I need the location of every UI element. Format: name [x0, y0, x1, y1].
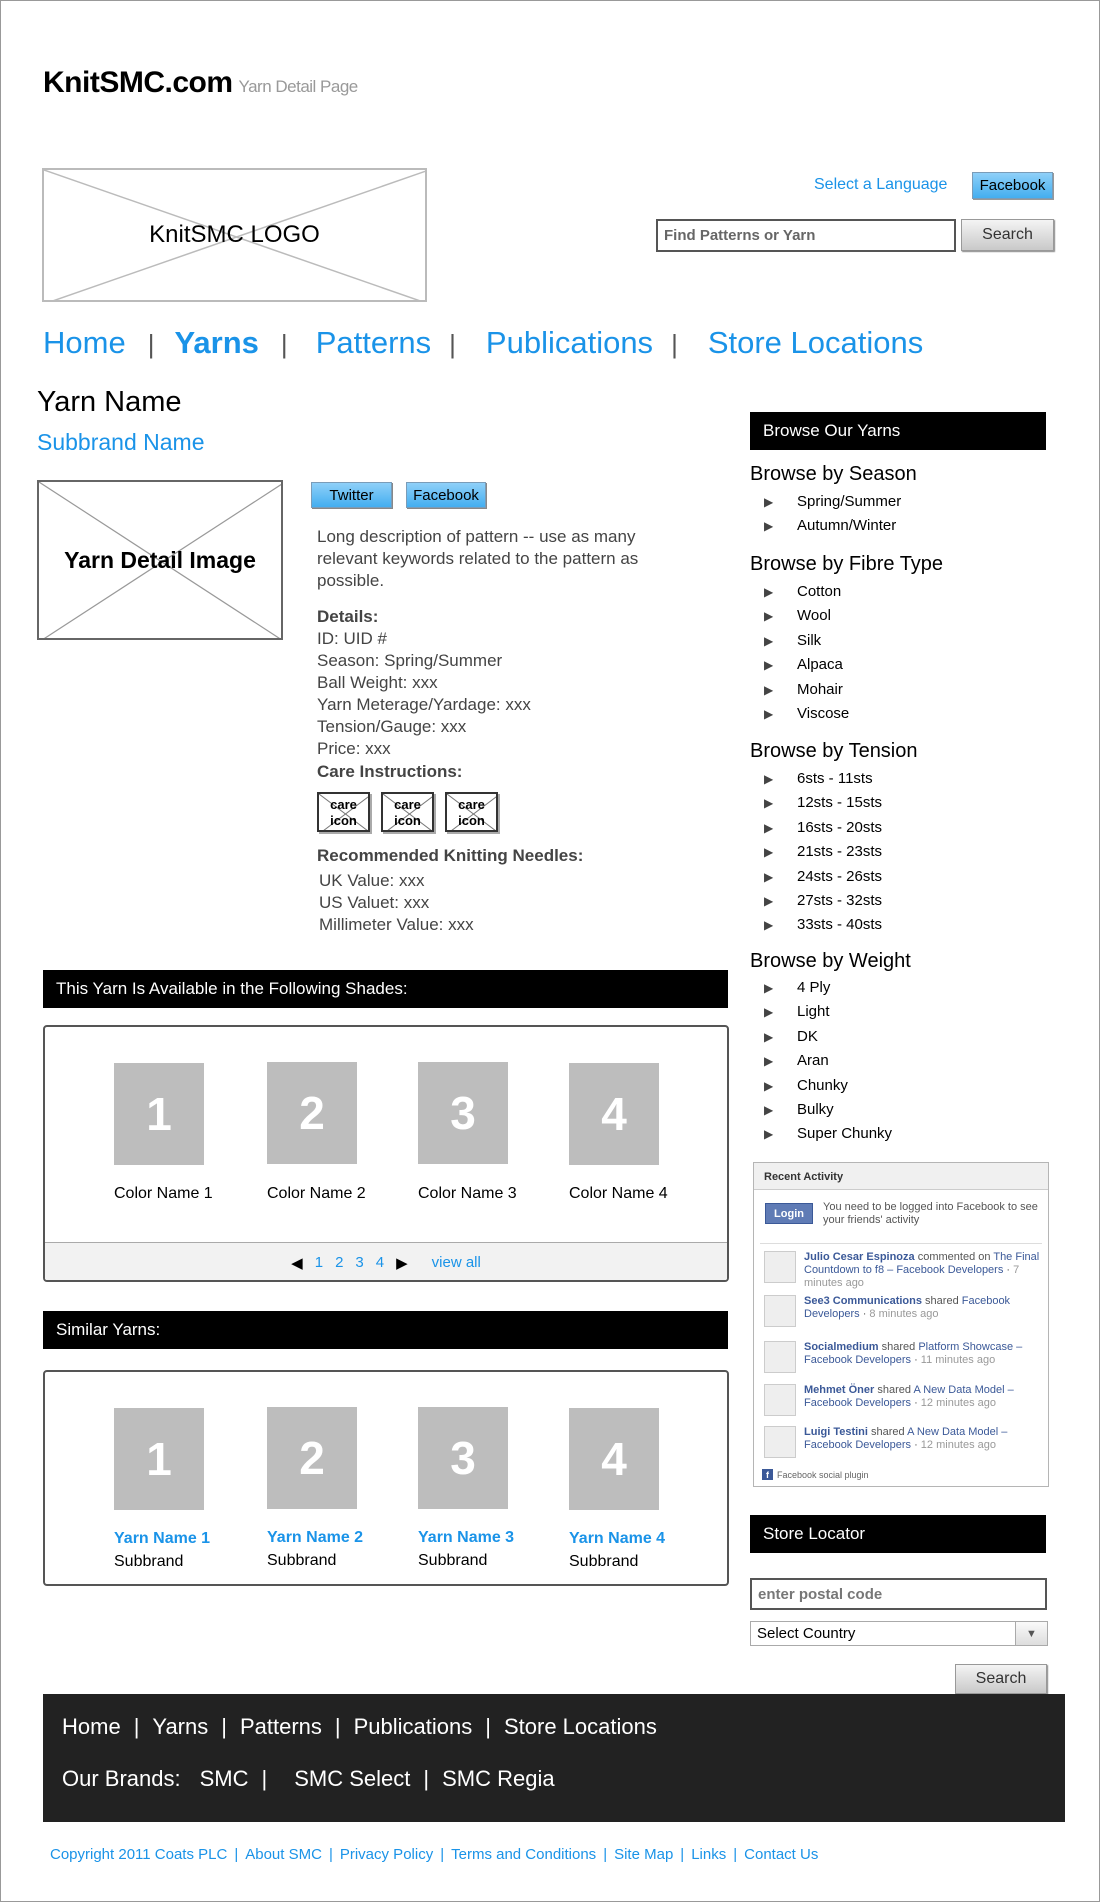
activity-user-link[interactable]: Luigi Testini	[804, 1426, 868, 1438]
activity-user-link[interactable]: See3 Communications	[804, 1295, 922, 1307]
detail-id: ID: UID #	[317, 629, 387, 648]
browse-item-label: Silk	[797, 632, 822, 649]
triangle-right-icon: ▶	[764, 494, 774, 509]
facebook-share-button[interactable]: Facebook	[406, 482, 486, 508]
facebook-button[interactable]: Facebook	[972, 172, 1053, 199]
browse-item-label: Alpaca	[797, 656, 843, 673]
shade-name: Color Name 3	[418, 1185, 517, 1202]
postal-code-input[interactable]	[750, 1578, 1047, 1610]
activity-time: 7 minutes ago	[804, 1264, 1020, 1289]
page-link[interactable]: 4	[375, 1254, 385, 1271]
social-plugin-footer	[762, 1469, 869, 1480]
browse-item[interactable]	[764, 979, 830, 996]
browse-item[interactable]	[764, 632, 821, 649]
copyright-link[interactable]: Copyright 2011 Coats PLC	[50, 1846, 228, 1863]
shades-panel	[43, 1025, 729, 1282]
avatar[interactable]	[764, 1295, 796, 1327]
browse-item[interactable]	[764, 607, 831, 624]
browse-item-label: 4 Ply	[797, 979, 831, 996]
needles-list	[319, 870, 474, 936]
browse-item[interactable]	[764, 517, 896, 534]
activity-text: Socialmedium shared Platform Showcase – Facebook Developers · 11 minutes ago	[804, 1341, 1023, 1366]
footer	[43, 1694, 1065, 1822]
store-search-button[interactable]: Search	[955, 1664, 1047, 1694]
browse-item[interactable]	[764, 843, 882, 860]
care-icon-label: care icon	[330, 797, 357, 828]
browse-item-label: Spring/Summer	[797, 493, 902, 510]
browse-item[interactable]	[764, 892, 882, 909]
browse-item[interactable]	[764, 916, 882, 933]
select-language-link[interactable]: Select a Language	[814, 176, 948, 193]
link-separator: |	[603, 1846, 608, 1863]
brand-link-smc-select[interactable]: SMC Select	[294, 1766, 411, 1791]
contact-link[interactable]: Contact Us	[744, 1846, 819, 1863]
facebook-login-button[interactable]: Login	[765, 1203, 813, 1224]
browse-item[interactable]	[764, 681, 843, 698]
widget-title: Recent Activity	[754, 1163, 1048, 1190]
social-plugin-label: Facebook social plugin	[777, 1469, 869, 1480]
browse-item[interactable]	[764, 583, 841, 600]
triangle-right-icon: ▶	[764, 1004, 774, 1019]
triangle-right-icon: ▶	[764, 820, 774, 835]
link-separator: |	[680, 1846, 685, 1863]
details-label: Details:	[317, 607, 379, 626]
shade-swatch[interactable]: 3	[418, 1062, 508, 1164]
browse-item[interactable]	[764, 1101, 834, 1118]
similar-yarn-subbrand: Subbrand	[267, 1552, 337, 1569]
similar-yarn-subbrand: Subbrand	[418, 1552, 488, 1569]
browse-item-label: Mohair	[797, 681, 843, 698]
similar-yarns-heading: Similar Yarns:	[43, 1311, 728, 1349]
browse-item-label: 24sts - 26sts	[797, 868, 883, 885]
activity-item	[764, 1426, 1046, 1458]
footer-link-home[interactable]: Home	[62, 1714, 121, 1739]
image-label: Yarn Detail Image	[64, 546, 256, 573]
care-icon-label: care icon	[458, 797, 485, 828]
avatar[interactable]	[764, 1384, 796, 1416]
triangle-right-icon: ▶	[764, 1102, 774, 1117]
shade-name: Color Name 1	[114, 1185, 213, 1202]
link-separator: |	[328, 1846, 333, 1863]
footer-separator: |	[485, 1714, 491, 1739]
browse-item-label: Chunky	[797, 1077, 848, 1094]
similar-yarn-thumbnail[interactable]: 2	[267, 1407, 357, 1509]
nav-separator: |	[147, 329, 155, 359]
subbrand-link[interactable]: Subbrand Name	[37, 429, 205, 455]
footer-separator: |	[334, 1714, 341, 1739]
footer-separator: |	[423, 1766, 430, 1791]
about-link[interactable]: About SMC	[245, 1846, 322, 1863]
browse-yarns-heading: Browse Our Yarns	[750, 412, 1046, 450]
care-instructions-label: Care Instructions:	[317, 762, 463, 781]
links-link[interactable]: Links	[691, 1846, 727, 1863]
twitter-share-button[interactable]: Twitter	[311, 482, 392, 508]
activity-action: commented on	[917, 1251, 991, 1263]
yarn-detail-image	[37, 480, 283, 640]
browse-item[interactable]	[764, 656, 843, 673]
brand-link-smc-regia[interactable]: SMC Regia	[442, 1766, 555, 1791]
care-icon-label: care icon	[394, 797, 421, 828]
browse-item-label: Light	[797, 1003, 830, 1020]
activity-user-link[interactable]: Julio Cesar Espinoza	[804, 1251, 915, 1263]
nav-home[interactable]: Home	[43, 325, 126, 360]
browse-item[interactable]	[764, 819, 882, 836]
needle-mm: Millimeter Value: xxx	[319, 915, 474, 934]
browse-item-label: 16sts - 20sts	[797, 819, 883, 836]
care-icon	[381, 792, 434, 832]
activity-text: See3 Communications shared Facebook Developers · 8 minutes ago	[804, 1295, 1011, 1320]
similar-yarn-link[interactable]: Yarn Name 3	[418, 1529, 515, 1546]
nav-separator: |	[449, 329, 456, 359]
browse-item[interactable]	[764, 868, 882, 885]
browse-item-label: 21sts - 23sts	[797, 843, 883, 860]
footer-brands	[62, 1766, 555, 1792]
main-nav	[43, 325, 923, 361]
nav-store-locations[interactable]: Store Locations	[707, 325, 924, 360]
activity-time: 8 minutes ago	[869, 1308, 939, 1320]
view-all-link[interactable]: view all	[431, 1254, 481, 1271]
details-list	[317, 606, 531, 760]
similar-yarn-link[interactable]: Yarn Name 1	[114, 1530, 211, 1547]
triangle-right-icon: ▶	[764, 1029, 774, 1044]
activity-target-link[interactable]: Platform Showcase – Facebook Developers	[804, 1341, 1023, 1366]
link-separator: |	[440, 1846, 445, 1863]
similar-yarn-link[interactable]: Yarn Name 2	[267, 1529, 364, 1546]
detail-ball-weight: Ball Weight: xxx	[317, 673, 438, 692]
detail-price: Price: xxx	[317, 739, 391, 758]
browse-item[interactable]	[764, 705, 849, 722]
page-link[interactable]: 1	[314, 1254, 324, 1271]
similar-yarn-subbrand: Subbrand	[569, 1553, 639, 1570]
activity-time: 12 minutes ago	[920, 1439, 997, 1451]
shade-name: Color Name 2	[267, 1185, 366, 1202]
needle-us: US Valuet: xxx	[319, 893, 430, 912]
browse-item[interactable]	[764, 1077, 848, 1094]
footer-link-store-locations[interactable]: Store Locations	[503, 1714, 657, 1739]
nav-separator: |	[671, 329, 678, 359]
triangle-right-icon: ▶	[764, 657, 774, 672]
browse-item-label: Aran	[797, 1052, 829, 1069]
footer-separator: |	[133, 1714, 140, 1739]
site-name: KnitSMC.com	[43, 66, 233, 99]
needle-uk: UK Value: xxx	[319, 871, 425, 890]
browse-section-title: Browse by Fibre Type	[750, 553, 944, 575]
browse-section-title: Browse by Tension	[750, 740, 918, 762]
footer-link-patterns[interactable]: Patterns	[239, 1714, 322, 1739]
similar-yarn-subbrand: Subbrand	[114, 1553, 184, 1570]
avatar[interactable]	[764, 1341, 796, 1373]
similar-yarn-thumbnail[interactable]: 3	[418, 1407, 508, 1509]
triangle-right-icon: ▶	[764, 608, 774, 623]
triangle-right-icon: ▶	[764, 1078, 774, 1093]
similar-yarn-thumbnail[interactable]: 4	[569, 1408, 659, 1510]
browse-item-label: Super Chunky	[797, 1125, 893, 1142]
shade-swatch[interactable]: 4	[569, 1063, 659, 1165]
activity-action: shared	[881, 1341, 916, 1353]
browse-item-label: 6sts - 11sts	[797, 770, 873, 787]
brands-label: Our Brands:	[62, 1766, 181, 1791]
activity-user-link[interactable]: Mehmet Öner	[804, 1384, 875, 1396]
footer-link-yarns[interactable]: Yarns	[152, 1714, 209, 1739]
care-icon	[445, 792, 498, 832]
browse-item[interactable]	[764, 493, 901, 510]
detail-meterage: Yarn Meterage/Yardage: xxx	[317, 695, 531, 714]
country-select[interactable]	[750, 1621, 1048, 1646]
nav-yarns[interactable]: Yarns	[174, 325, 259, 360]
bottom-links	[50, 1846, 818, 1863]
browse-item[interactable]	[764, 1052, 829, 1069]
browse-item-label: Wool	[797, 607, 831, 624]
browse-item-label: Bulky	[797, 1101, 834, 1118]
footer-nav	[62, 1714, 657, 1740]
activity-text: Luigi Testini shared A New Data Model – Facebook Developers · 12 minutes ago	[804, 1426, 1008, 1451]
activity-target-link[interactable]: A New Data Model – Facebook Developers	[804, 1426, 1008, 1451]
browse-item[interactable]	[764, 794, 882, 811]
activity-action: shared	[925, 1295, 959, 1307]
shade-swatch[interactable]: 1	[114, 1063, 204, 1165]
next-arrow-icon[interactable]: ▶	[396, 1254, 408, 1272]
similar-yarn-thumbnail[interactable]: 1	[114, 1408, 204, 1510]
triangle-right-icon: ▶	[764, 893, 774, 908]
footer-link-publications[interactable]: Publications	[353, 1714, 473, 1739]
avatar[interactable]	[764, 1251, 796, 1283]
search-input[interactable]	[656, 219, 956, 252]
activity-item	[764, 1251, 1046, 1290]
footer-separator: |	[261, 1766, 268, 1791]
similar-yarns-panel	[43, 1370, 729, 1586]
triangle-right-icon: ▶	[764, 1126, 774, 1141]
login-message: You need to be logged into Facebook to see your friends' activity	[823, 1201, 1038, 1226]
similar-yarn-link[interactable]: Yarn Name 4	[569, 1530, 666, 1547]
triangle-right-icon: ▶	[764, 633, 774, 648]
search-button[interactable]: Search	[961, 219, 1054, 251]
browse-section-title: Browse by Season	[750, 463, 917, 485]
detail-tension: Tension/Gauge: xxx	[317, 717, 467, 736]
page-link[interactable]: 3	[355, 1254, 364, 1271]
browse-item[interactable]	[764, 1003, 830, 1020]
link-separator: |	[733, 1846, 738, 1863]
browse-item-label: 12sts - 15sts	[797, 794, 883, 811]
activity-item	[764, 1295, 1046, 1327]
browse-item[interactable]	[764, 770, 873, 787]
triangle-right-icon: ▶	[764, 584, 774, 599]
avatar[interactable]	[764, 1426, 796, 1458]
shade-name: Color Name 4	[569, 1185, 668, 1202]
facebook-f-icon: f	[762, 1469, 773, 1480]
logo-text: KnitSMC LOGO	[149, 221, 320, 248]
browse-item-label: Cotton	[797, 583, 842, 600]
care-icons	[317, 792, 498, 832]
triangle-right-icon: ▶	[764, 682, 774, 697]
prev-arrow-icon[interactable]: ◀	[291, 1254, 303, 1272]
nav-patterns[interactable]: Patterns	[315, 325, 432, 360]
sitemap-link[interactable]: Site Map	[614, 1846, 674, 1863]
nav-separator: |	[280, 329, 288, 359]
facebook-activity-widget	[753, 1162, 1049, 1487]
page-subtitle: Yarn Detail Page	[238, 77, 358, 96]
care-icon	[317, 792, 370, 832]
divider	[760, 1243, 1042, 1244]
shades-heading: This Yarn Is Available in the Following Shades:	[43, 970, 728, 1008]
activity-time: 11 minutes ago	[920, 1354, 996, 1366]
activity-text: Julio Cesar Espinoza commented on The Final Countdown to f8 – Facebook Developers · 7 minutes ago	[804, 1251, 1040, 1289]
store-locator-heading: Store Locator	[750, 1515, 1046, 1553]
browse-item-label: 27sts - 32sts	[797, 892, 883, 909]
browse-item-label: Autumn/Winter	[797, 517, 897, 534]
brand-link-smc[interactable]: SMC	[199, 1766, 249, 1791]
activity-target-link[interactable]: The Final Countdown to f8 – Facebook Developers	[804, 1251, 1040, 1276]
activity-action: shared	[877, 1384, 911, 1396]
triangle-right-icon: ▶	[764, 917, 774, 932]
chevron-down-icon[interactable]: ▼	[1015, 1622, 1047, 1645]
browse-item[interactable]	[764, 1028, 818, 1045]
needles-label: Recommended Knitting Needles:	[317, 846, 584, 865]
triangle-right-icon: ▶	[764, 771, 774, 786]
yarn-description: Long description of pattern -- use as many relevant keywords related to the pattern as possible.	[317, 527, 639, 590]
country-select-value: Select Country	[757, 1625, 856, 1642]
terms-link[interactable]: Terms and Conditions	[451, 1846, 597, 1863]
activity-action: shared	[871, 1426, 905, 1438]
link-separator: |	[234, 1846, 239, 1863]
activity-item	[764, 1384, 1046, 1416]
logo-placeholder[interactable]	[42, 168, 427, 302]
browse-section-title: Browse by Weight	[750, 950, 911, 972]
activity-time: 12 minutes ago	[920, 1397, 997, 1409]
page-link[interactable]: 2	[335, 1254, 344, 1271]
yarn-name: Yarn Name	[37, 386, 182, 418]
activity-target-link[interactable]: Facebook Developers	[804, 1295, 1011, 1320]
shade-swatch[interactable]: 2	[267, 1062, 357, 1164]
triangle-right-icon: ▶	[764, 795, 774, 810]
site-title	[43, 66, 358, 100]
shades-pager	[45, 1242, 727, 1282]
footer-separator: |	[221, 1714, 227, 1739]
triangle-right-icon: ▶	[764, 706, 774, 721]
nav-publications[interactable]: Publications	[485, 325, 654, 360]
privacy-link[interactable]: Privacy Policy	[339, 1846, 434, 1863]
activity-user-link[interactable]: Socialmedium	[804, 1341, 879, 1353]
browse-item[interactable]	[764, 1125, 892, 1142]
triangle-right-icon: ▶	[764, 1053, 774, 1068]
triangle-right-icon: ▶	[764, 980, 774, 995]
detail-season: Season: Spring/Summer	[317, 651, 503, 670]
activity-target-link[interactable]: A New Data Model – Facebook Developers	[804, 1384, 1014, 1409]
activity-item	[764, 1341, 1046, 1373]
browse-item-label: Viscose	[797, 705, 850, 722]
triangle-right-icon: ▶	[764, 844, 774, 859]
browse-item-label: 33sts - 40sts	[797, 916, 883, 933]
triangle-right-icon: ▶	[764, 869, 774, 884]
activity-text: Mehmet Öner shared A New Data Model – Facebook Developers · 12 minutes ago	[804, 1384, 1014, 1409]
triangle-right-icon: ▶	[764, 518, 774, 533]
browse-item-label: DK	[797, 1028, 818, 1045]
